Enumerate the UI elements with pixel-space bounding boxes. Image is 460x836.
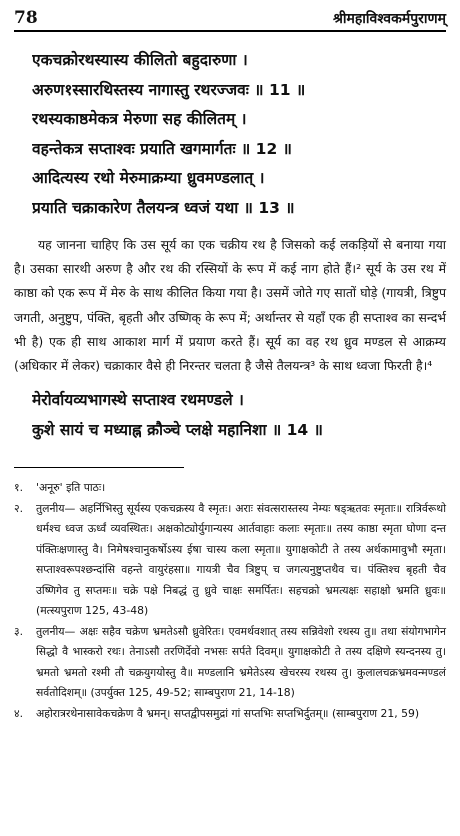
footnote-number: २.: [14, 501, 24, 515]
footnote: [14, 499, 446, 622]
footnote-divider: [14, 467, 184, 468]
header-rule: [14, 30, 446, 32]
verse-line: रथस्यकाष्ठमेकत्र मेरुणा सह कीलितम् ।: [32, 110, 247, 128]
page-number: 78: [14, 8, 38, 28]
page-header: [14, 4, 446, 28]
footnote: [14, 478, 446, 499]
footnote-number: ४.: [14, 706, 24, 720]
footnote: [14, 622, 446, 704]
footnote-text: 'अनूरु' इति पाठः।: [36, 481, 106, 495]
verse-block-top: [32, 46, 446, 223]
verse-line: अरुण१स्सारथिस्तस्य नागास्तु रथरज्जवः ॥ 11 ॥: [32, 80, 306, 99]
verse-line: आदित्यस्य रथो मेरुमाक्रम्या ध्रुवमण्डलात् ।: [32, 169, 265, 187]
running-title: श्रीमहाविश्वकर्मपुराणम्: [332, 11, 446, 27]
footnote: [14, 704, 446, 725]
verse-line: कुशे सायं च मध्याह्न क्रौञ्चे प्लक्षे महानिशा ॥ 14 ॥: [32, 420, 323, 439]
verse-line: प्रयाति चक्राकारेण तैलयन्त्र ध्वजं यथा ॥ 13 ॥: [32, 198, 295, 217]
footnote-text: अहोरात्ररथेनासावेकचक्रेण वै भ्रमन्। सप्तद्वीपसमुद्रां गां सप्तभिः सप्तभिर्दुतम्॥ (साम्बपुराण 21, 59): [36, 706, 420, 720]
footnote-number: १.: [14, 481, 24, 495]
verse-block-bottom: [32, 386, 446, 445]
footnote-number: ३.: [14, 624, 24, 638]
verse-line: वहन्तेकत्र सप्ताश्वः प्रयाति खगमार्गतः ॥ 12 ॥: [32, 139, 292, 158]
footnote-text: तुलनीय— अक्षः सहैव चक्रेण भ्रमतेऽसौ ध्रुवेरितः। एवमर्थवशात् तस्य सन्निवेशो रथस्य तु॥ तथा संयोगभागेन सिद्धो वै भास्करो रथः। तेनाऽसौ तरणिर्देवो नभसः सर्पते दिवम्॥ युगाक्षकोटी ते तस्य दक्षिणे स्यन्दनस्य तु। भ्रमतो भ्रमतो रश्मी तौ चक्रयुगयोस्तु वै॥ मण्डलानि भ्रमेतेऽस्य खेचरस्य रथस्य तु। कुलालचक्रभ्रमवन्मण्डलं सर्वतोदिशम्॥ (उपर्युक्त 125, 49-52; साम्बपुराण 21, 14-18): [36, 624, 446, 700]
hindi-commentary: यह जानना चाहिए कि उस सूर्य का एक चक्रीय रथ है जिसको कई लकड़ियों से बनाया गया है। उसका सारथी अरुण है और रथ की रस्सियों के रूप में कई नाग होते हैं।² सूर्य के उस रथ में काष्ठा को एक रूप में मेरु के साथ कीलित किया गया है। उसमें जोते गए सातों घोड़े (गायत्री, त्रिष्टुप जगती, अनुष्टुप, पंक्ति, बृहती और उष्णिक् के रूप में; अर्थान्तर से यहाँ एक ही सप्ताश्व का सन्दर्भ भी है) एक ही साथ आकाश मार्ग में प्रयाण करते हैं। सूर्य का वह रथ ध्रुव मण्डल से आक्रम्य (अधिकार में लेकर) चक्राकार वैसे ही निरन्तर चलता है जैसे तैलयन्त्र³ के साथ ध्वजा फिरती है।⁴: [14, 237, 446, 374]
footnote-text: तुलनीय— अहर्निभिस्तु सूर्यस्य एकचक्रस्य वै स्मृतः। अराः संवत्सरास्तस्य नेम्यः षड्ऋतवः स्मृताः॥ रात्रिर्वरूथो धर्मश्च ध्वज ऊर्ध्वं व्यवस्थितः। अक्षकोट्योर्युगान्यस्य आर्तवाहाः कलाः स्मृताः॥ तस्य काष्ठा स्मृता घोणा दन्त पंक्तिःक्षणास्तु वै। निमेषश्चानुकर्षोऽस्य ईषा चास्य कला स्मृता॥ युगाक्षकोटी ते तस्य अर्थकामावुभौ स्मृता। सप्ताश्वरूपश्छन्दांसि वहन्ते वायुरंहसा॥ गायत्री चैव त्रिष्टुप् च जगत्यनुष्टुप्तथैव च। पंक्तिश्च बृहती चैव उष्णिगेव तु सप्तमः॥ चक्रे पक्षे निबद्धं तु ध्रुवे चाक्षः समर्पितः। सहचक्रो भ्रमत्यक्षः सहाक्षो भ्रमति ध्रुवः॥ (मत्स्यपुराण 125, 43-48): [36, 501, 446, 618]
verse-line: मेरोर्वायव्यभागस्थे सप्ताश्व रथमण्डले ।: [32, 391, 244, 410]
verse-line: एकचक्रोरथस्यास्य कीलितो बहुदारुणा ।: [32, 51, 248, 69]
